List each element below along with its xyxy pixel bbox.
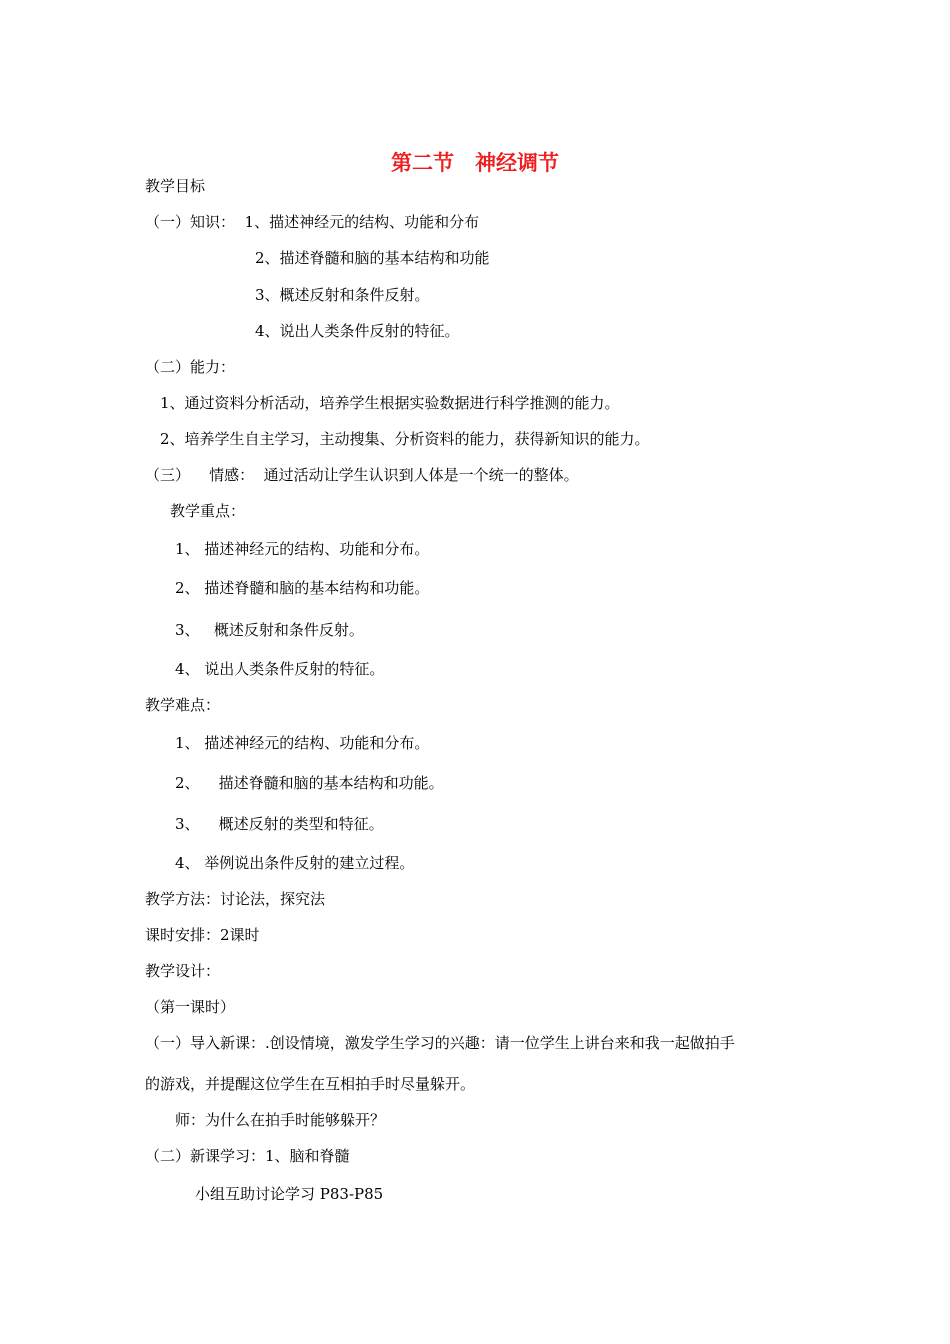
key-points-heading: 教学重点： xyxy=(170,502,246,520)
key-point-2: 2、 描述脊髓和脑的基本结构和功能。 xyxy=(175,579,430,597)
lesson-schedule: 课时安排：2课时 xyxy=(145,926,260,944)
key-point-1: 1、 描述神经元的结构、功能和分布。 xyxy=(175,540,430,558)
knowledge-item-2: 2、描述脊髓和脑的基本结构和功能 xyxy=(255,249,490,267)
intro-paragraph-line-2: 的游戏，并提醒这位学生在互相拍手时尽量躲开。 xyxy=(145,1075,476,1093)
ability-item-1: 1、通过资料分析活动，培养学生根据实验数据进行科学推测的能力。 xyxy=(160,394,620,412)
emotion-goal: （三） 情感： 通过活动让学生认识到人体是一个统一的整体。 xyxy=(145,466,579,484)
ability-item-2: 2、培养学生自主学习，主动搜集、分析资料的能力，获得新知识的能力。 xyxy=(160,430,650,448)
teacher-question: 师：为什么在拍手时能够躲开？ xyxy=(175,1111,386,1129)
key-point-3: 3、 概述反射和条件反射。 xyxy=(175,621,364,639)
knowledge-item-1: （一）知识： 1、描述神经元的结构、功能和分布 xyxy=(145,213,480,231)
difficult-point-4: 4、 举例说出条件反射的建立过程。 xyxy=(175,854,415,872)
goals-heading: 教学目标 xyxy=(145,177,206,195)
difficult-point-3: 3、 概述反射的类型和特征。 xyxy=(175,815,384,833)
intro-paragraph-line-1: （一）导入新课：.创设情境，激发学生学习的兴趣：请一位学生上讲台来和我一起做拍手 xyxy=(145,1034,735,1052)
group-study-line: 小组互助讨论学习 P83-P85 xyxy=(195,1185,384,1203)
difficult-point-2: 2、 描述脊髓和脑的基本结构和功能。 xyxy=(175,774,444,792)
teaching-design: 教学设计： xyxy=(145,962,221,980)
difficult-point-1: 1、 描述神经元的结构、功能和分布。 xyxy=(175,734,430,752)
page-title: 第二节 神经调节 xyxy=(391,151,559,175)
knowledge-item-3: 3、概述反射和条件反射。 xyxy=(255,286,430,304)
knowledge-item-4: 4、说出人类条件反射的特征。 xyxy=(255,322,460,340)
difficult-points-heading: 教学难点： xyxy=(145,696,221,714)
new-lesson-heading: （二）新课学习：1、脑和脊髓 xyxy=(145,1147,350,1165)
teaching-method: 教学方法：讨论法，探究法 xyxy=(145,890,326,908)
key-point-4: 4、 说出人类条件反射的特征。 xyxy=(175,660,385,678)
first-lesson-label: （第一课时） xyxy=(145,998,236,1016)
ability-heading: （二）能力： xyxy=(145,358,236,376)
